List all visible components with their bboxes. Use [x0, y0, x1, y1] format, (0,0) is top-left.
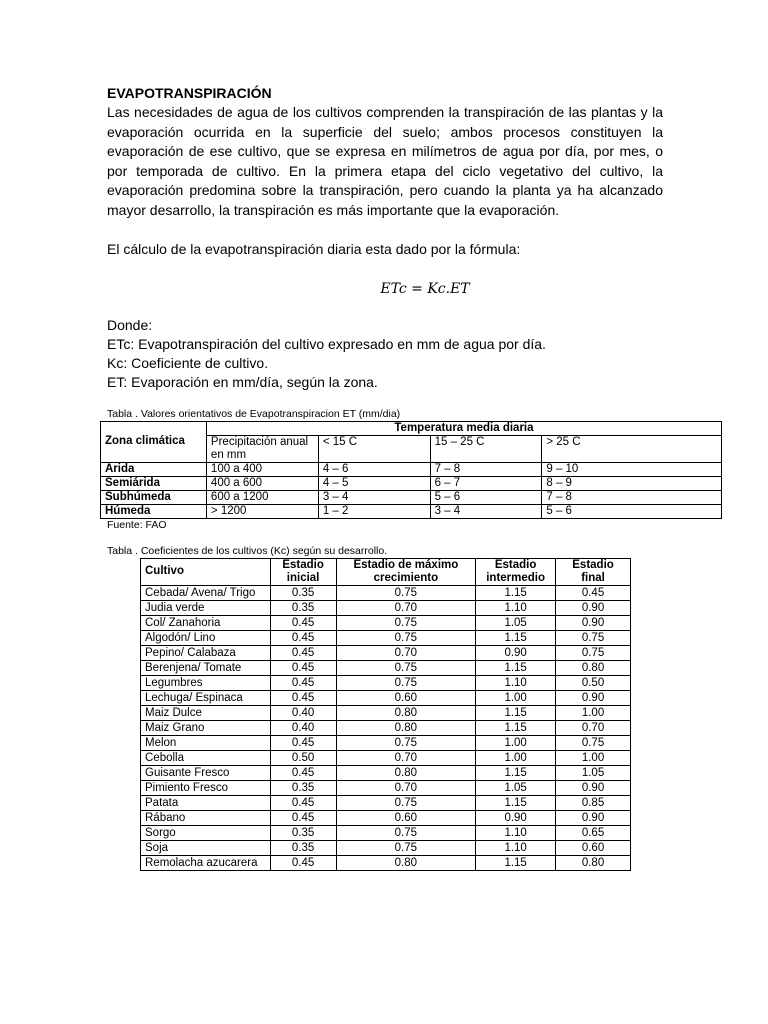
table-cell: 0.35	[270, 585, 336, 600]
table-cell: 0.90	[556, 600, 631, 615]
table-cell: 0.45	[556, 585, 631, 600]
table-cell: 0.35	[270, 600, 336, 615]
table-cell: 0.75	[336, 840, 476, 855]
table-cell: 0.90	[476, 810, 556, 825]
table-cell: 0.45	[270, 690, 336, 705]
table-cell: 1.10	[476, 825, 556, 840]
table-cell: 1.15	[476, 795, 556, 810]
table-cell: 1.15	[476, 855, 556, 870]
crop-name-cell: Soja	[141, 840, 271, 855]
table-row	[141, 615, 631, 630]
table-cell: 0.80	[336, 765, 476, 780]
table-row	[141, 810, 631, 825]
table-cell: 0.35	[270, 780, 336, 795]
crop-name-cell: Algodón/ Lino	[141, 630, 271, 645]
zone-name-cell: Subhúmeda	[101, 490, 207, 504]
crop-name-cell: Maiz Grano	[141, 720, 271, 735]
table-cell: 1.05	[556, 765, 631, 780]
crop-name-cell: Pimiento Fresco	[141, 780, 271, 795]
column-header: Precipitación anual en mm	[206, 435, 318, 462]
intro-text: Las necesidades de agua de los cultivos comprenden la transpiración de las plantas y la evaporación ocurrida en la superficie del suelo; ambos procesos constituyen la evaporación de ese cultivo, que se expresa en milímetros de agua por día, por mes, o por temporada de cultivo. En la primera etapa del ciclo vegetativo del cultivo, la evaporación predomina sobre la transpiración, pero cuando la planta ya ha alcanzado mayor desarrollo, la transpiración es más importante que la evaporación.	[107, 104, 663, 218]
table-cell: 0.75	[336, 825, 476, 840]
column-header: > 25 C	[542, 435, 722, 462]
table-cell: 1.00	[476, 735, 556, 750]
table-cell: 0.75	[336, 735, 476, 750]
definition-item: ETc: Evapotranspiración del cultivo expresado en mm de agua por día.	[107, 335, 546, 352]
table-cell: 0.45	[270, 615, 336, 630]
table-cell: 600 a 1200	[206, 490, 318, 504]
crop-name-cell: Lechuga/ Espinaca	[141, 690, 271, 705]
table-row	[141, 600, 631, 615]
table-cell: 400 a 600	[206, 476, 318, 490]
table1-source: Fuente: FAO	[107, 518, 167, 531]
table-cell: 4 – 6	[318, 462, 430, 476]
et-values-table	[100, 421, 722, 519]
crop-name-cell: Cebolla	[141, 750, 271, 765]
document-page	[107, 84, 663, 871]
table-cell: 6 – 7	[430, 476, 542, 490]
crop-name-cell: Rábano	[141, 810, 271, 825]
zone-name-cell: Húmeda	[101, 504, 207, 518]
table-cell: 0.75	[336, 795, 476, 810]
column-header: Cultivo	[141, 558, 271, 585]
table-cell: 3 – 4	[430, 504, 542, 518]
table-cell: 0.75	[336, 630, 476, 645]
table-cell: 4 – 5	[318, 476, 430, 490]
table-subheader-row	[101, 435, 722, 462]
table-row	[141, 585, 631, 600]
kc-coefficients-table	[140, 558, 631, 871]
table-cell: 1.10	[476, 840, 556, 855]
table-cell: 0.45	[270, 810, 336, 825]
table-row	[141, 780, 631, 795]
table-cell: 1.10	[476, 675, 556, 690]
table-row	[141, 795, 631, 810]
table-cell: 0.60	[556, 840, 631, 855]
table-row	[141, 660, 631, 675]
table-cell: > 1200	[206, 504, 318, 518]
table-cell: 0.45	[270, 675, 336, 690]
table-cell: 0.45	[270, 660, 336, 675]
table-cell: 1.05	[476, 615, 556, 630]
table-row	[141, 675, 631, 690]
table-row	[141, 630, 631, 645]
table-cell: 0.75	[556, 735, 631, 750]
definition-item: Kc: Coeficiente de cultivo.	[107, 354, 269, 371]
intro-paragraph	[107, 103, 663, 220]
table-cell: 0.75	[336, 660, 476, 675]
table-cell: 0.90	[476, 645, 556, 660]
crop-name-cell: Remolacha azucarera	[141, 855, 271, 870]
table-cell: 0.80	[336, 705, 476, 720]
table-cell: 0.75	[556, 630, 631, 645]
definitions-label: Donde:	[107, 316, 153, 333]
column-header: Estadio final	[556, 558, 631, 585]
table-cell: 100 a 400	[206, 462, 318, 476]
table-cell: 0.70	[336, 600, 476, 615]
table-cell: 0.45	[270, 765, 336, 780]
table-row	[141, 825, 631, 840]
table-cell: 1.00	[556, 705, 631, 720]
table-cell: 0.70	[336, 780, 476, 795]
table-cell: 0.70	[556, 720, 631, 735]
table-row	[141, 840, 631, 855]
table-row	[141, 765, 631, 780]
column-header: Estadio de máximo crecimiento	[336, 558, 476, 585]
table-cell: 0.90	[556, 690, 631, 705]
table-cell: 0.45	[270, 795, 336, 810]
table-cell: 0.45	[270, 855, 336, 870]
table-cell: 0.80	[556, 855, 631, 870]
table-cell: 0.60	[336, 810, 476, 825]
table-cell: 1.15	[476, 765, 556, 780]
column-header: < 15 C	[318, 435, 430, 462]
table1-caption: Tabla . Valores orientativos de Evapotranspiracion ET (mm/dia)	[107, 407, 401, 420]
definition-item: ET: Evaporación en mm/día, según la zona.	[107, 373, 378, 390]
table-cell: 7 – 8	[542, 490, 722, 504]
table-cell: 8 – 9	[542, 476, 722, 490]
table2-caption: Tabla . Coeficientes de los cultivos (Kc) según su desarrollo.	[107, 544, 388, 557]
table-cell: 0.75	[336, 675, 476, 690]
crop-name-cell: Col/ Zanahoria	[141, 615, 271, 630]
table-cell: 1.15	[476, 720, 556, 735]
table-row	[141, 750, 631, 765]
crop-name-cell: Melon	[141, 735, 271, 750]
formula: ETc = Kc.ET	[380, 280, 470, 297]
table-row	[101, 476, 722, 490]
table-cell: 1.15	[476, 705, 556, 720]
table-cell: 0.75	[336, 585, 476, 600]
table-cell: 0.85	[556, 795, 631, 810]
table-row	[101, 490, 722, 504]
table-cell: 1.05	[476, 780, 556, 795]
table-cell: 9 – 10	[542, 462, 722, 476]
crop-name-cell: Berenjena/ Tomate	[141, 660, 271, 675]
table-cell: 7 – 8	[430, 462, 542, 476]
column-header: Estadio intermedio	[476, 558, 556, 585]
table-cell: 0.80	[336, 855, 476, 870]
zone-name-cell: Arida	[101, 462, 207, 476]
table-row	[141, 705, 631, 720]
table-row	[141, 720, 631, 735]
table-row	[141, 690, 631, 705]
table-cell: 0.70	[336, 645, 476, 660]
table-cell: 0.80	[336, 720, 476, 735]
table-row	[101, 504, 722, 518]
section-title: EVAPOTRANSPIRACIÓN	[107, 85, 272, 101]
crop-name-cell: Judia verde	[141, 600, 271, 615]
table-cell: 0.80	[556, 660, 631, 675]
table-row	[101, 462, 722, 476]
table-cell: 1.15	[476, 630, 556, 645]
crop-name-cell: Pepino/ Calabaza	[141, 645, 271, 660]
formula-intro-block	[107, 240, 663, 260]
temperature-group-header: Temperatura media diaria	[206, 421, 721, 435]
column-header: 15 – 25 C	[430, 435, 542, 462]
table-cell: 0.75	[336, 615, 476, 630]
table-cell: 1.10	[476, 600, 556, 615]
table-cell: 5 – 6	[430, 490, 542, 504]
table-cell: 0.45	[270, 630, 336, 645]
table-cell: 3 – 4	[318, 490, 430, 504]
table-cell: 0.75	[556, 645, 631, 660]
table-cell: 1.15	[476, 585, 556, 600]
table-cell: 0.35	[270, 825, 336, 840]
table-cell: 1.00	[476, 750, 556, 765]
table-cell: 0.90	[556, 810, 631, 825]
crop-name-cell: Sorgo	[141, 825, 271, 840]
definitions	[107, 316, 663, 392]
crop-name-cell: Maiz Dulce	[141, 705, 271, 720]
crop-name-cell: Cebada/ Avena/ Trigo	[141, 585, 271, 600]
zone-name-cell: Semiárida	[101, 476, 207, 490]
table-cell: 0.65	[556, 825, 631, 840]
crop-name-cell: Patata	[141, 795, 271, 810]
table-cell: 0.45	[270, 645, 336, 660]
table-cell: 0.90	[556, 615, 631, 630]
table-cell: 0.50	[270, 750, 336, 765]
table-cell: 1 – 2	[318, 504, 430, 518]
table-cell: 1.00	[556, 750, 631, 765]
column-header: Estadio inicial	[270, 558, 336, 585]
table-cell: 0.35	[270, 840, 336, 855]
table-cell: 1.00	[476, 690, 556, 705]
table-row	[141, 735, 631, 750]
table-cell: 0.45	[270, 735, 336, 750]
crop-name-cell: Legumbres	[141, 675, 271, 690]
formula-intro: El cálculo de la evapotranspiración diaria esta dado por la fórmula:	[107, 241, 521, 257]
table-cell: 0.50	[556, 675, 631, 690]
table-cell: 0.70	[336, 750, 476, 765]
table-row	[141, 645, 631, 660]
table-header-row	[101, 421, 722, 435]
table-header-row	[141, 558, 631, 585]
table-cell: 1.15	[476, 660, 556, 675]
table-row	[141, 855, 631, 870]
table-cell: 0.40	[270, 705, 336, 720]
table-cell: 0.40	[270, 720, 336, 735]
table-cell: 5 – 6	[542, 504, 722, 518]
zone-header: Zona climática	[101, 435, 207, 462]
crop-name-cell: Guisante Fresco	[141, 765, 271, 780]
table-cell: 0.60	[336, 690, 476, 705]
table-cell: 0.90	[556, 780, 631, 795]
